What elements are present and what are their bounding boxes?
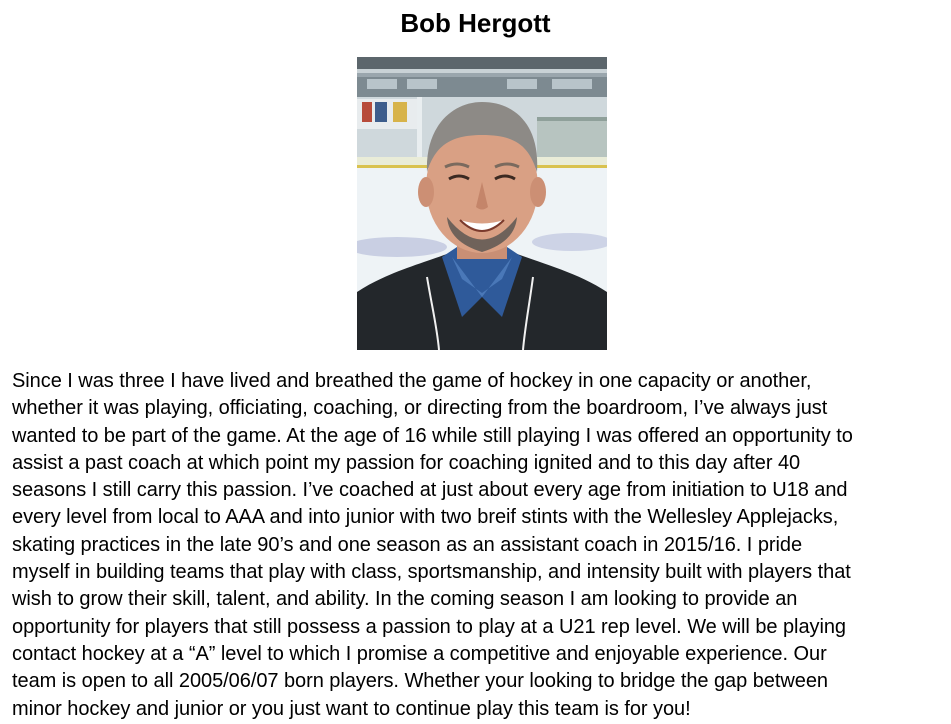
bio-text xyxy=(12,368,948,723)
bio-line: seasons I still carry this passion. I’ve coached at just about every age from initiation to U18 and xyxy=(12,479,848,502)
bio-line: whether it was playing, officiating, coaching, or directing from the boardroom, I’ve always just xyxy=(12,397,828,420)
bio-line: minor hockey and junior or you just want to continue play this team is for you! xyxy=(12,697,691,720)
bio-line: skating practices in the late 90’s and one season as an assistant coach in 2015/16. I pride xyxy=(12,533,803,556)
bio-line: Since I was three I have lived and breathed the game of hockey in one capacity or another, xyxy=(12,370,812,392)
bio-line: wanted to be part of the game. At the age of 16 while still playing I was offered an opportunity to xyxy=(12,424,853,447)
bio-line: every level from local to AAA and into junior with two breif stints with the Wellesley Applejacks, xyxy=(12,506,839,529)
bio-line: team is open to all 2005/06/07 born players. Whether your looking to bridge the gap between xyxy=(12,670,828,693)
bio-line: contact hockey at a “A” level to which I promise a competitive and enjoyable experience. Our xyxy=(12,642,827,665)
portrait-illustration xyxy=(357,57,607,350)
coach-portrait-photo xyxy=(357,57,607,350)
bio-line: assist a past coach at which point my passion for coaching ignited and to this day after 40 xyxy=(12,451,801,474)
bio-line: myself in building teams that play with class, sportsmanship, and intensity built with players that xyxy=(12,561,851,584)
bio-line: opportunity for players that still possess a passion to play at a U21 rep level. We will be playing xyxy=(12,615,847,638)
page-title: Bob Hergott xyxy=(400,8,551,38)
bio-line: wish to grow their skill, talent, and ability. In the coming season I am looking to provide an xyxy=(12,588,798,611)
